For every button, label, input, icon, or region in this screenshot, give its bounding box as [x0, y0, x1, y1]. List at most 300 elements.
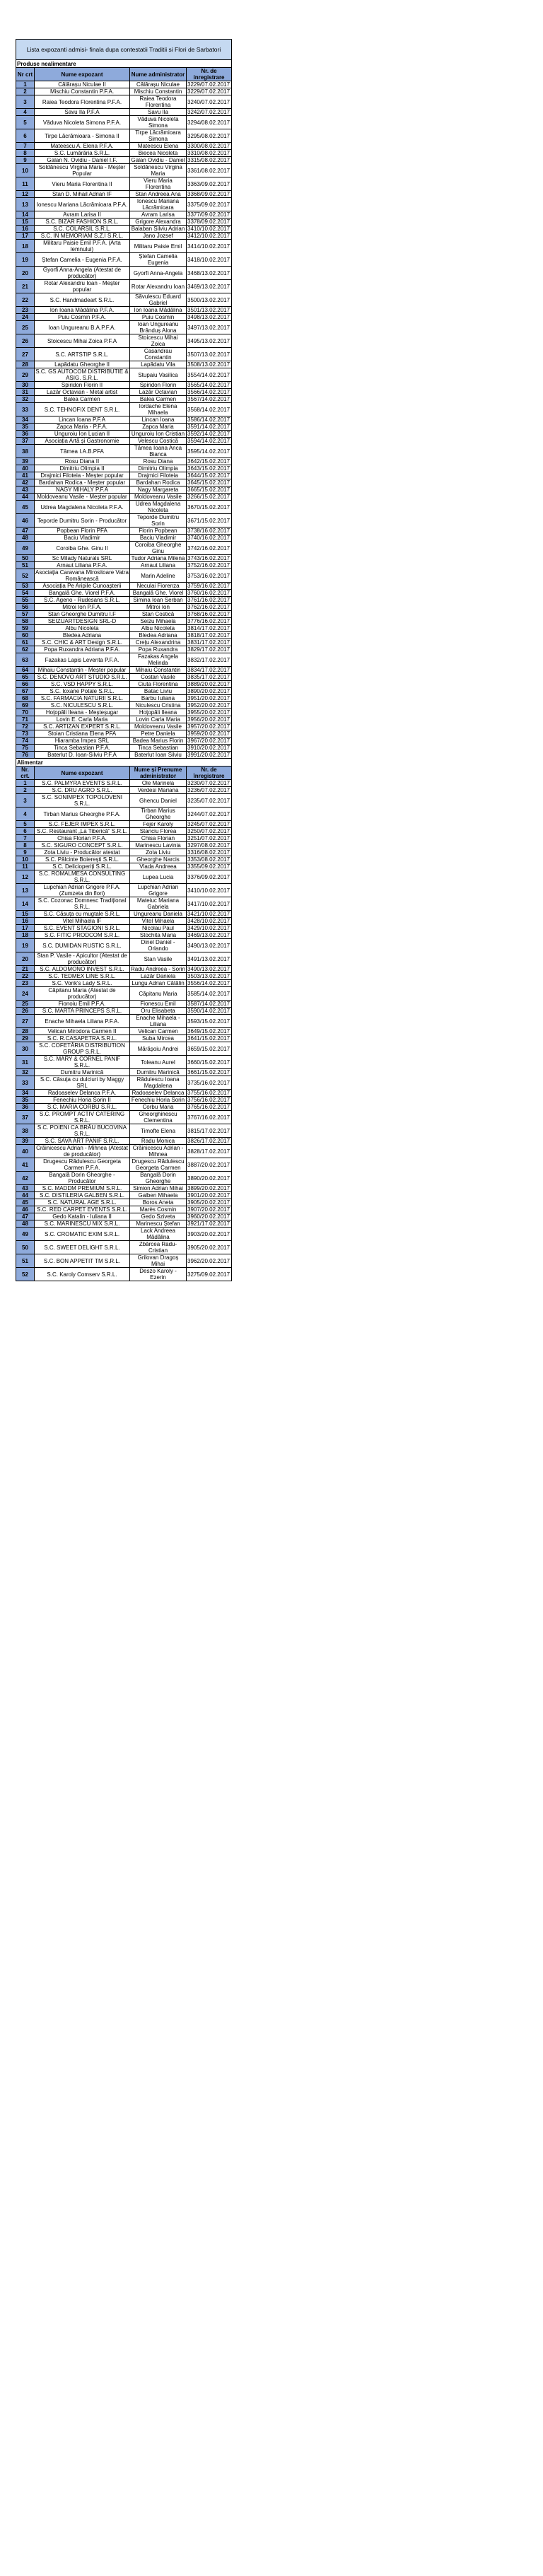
- row-number: 35: [16, 424, 35, 431]
- table-row: [16, 911, 232, 918]
- row-number: 41: [16, 472, 35, 479]
- administrator-name: Dimitriu Olimpia: [130, 465, 187, 472]
- administrator-name: Mateiuc Mariana Gabriela: [130, 897, 187, 911]
- table-row: [16, 150, 232, 157]
- exhibitor-name: Fazakas Lapis Leventa P.F.A.: [35, 653, 130, 667]
- administrator-name: Unguroiu Ion Cristian: [130, 431, 187, 438]
- administrator-name: Văduva Nicoleta Simona: [130, 116, 187, 129]
- exhibitor-name: Ion Ioana Mădălina P.F.A.: [35, 307, 130, 314]
- table-row: [16, 1213, 232, 1220]
- exhibitor-name: Teporde Dumitru Sorin - Producător: [35, 514, 130, 528]
- exhibitor-name: S.C. COFETĂRIA DISTRIBUTION GROUP S.R.L.: [35, 1042, 130, 1056]
- row-number: 31: [16, 389, 35, 396]
- exhibitor-name: S.C. CHIC & ART Design S.R.L.: [35, 639, 130, 646]
- administrator-name: Puiu Cosmin: [130, 314, 187, 321]
- row-number: 29: [16, 1035, 35, 1042]
- registration-number: 3297/08.02.2017: [187, 842, 232, 849]
- table-row: [16, 583, 232, 590]
- exhibitor-name: Bangală Dorin Gheorghe - Producător: [35, 1172, 130, 1185]
- administrator-name: Moldoveanu Vasile: [130, 494, 187, 501]
- table-row: [16, 618, 232, 625]
- table-row: [16, 1076, 232, 1090]
- table-row: [16, 674, 232, 681]
- row-number: 14: [16, 211, 35, 218]
- administrator-name: Gheorghinescu Clementina: [130, 1111, 187, 1124]
- administrator-name: Stan Andreea Ana: [130, 191, 187, 198]
- row-number: 51: [16, 562, 35, 569]
- exhibitor-name: Lupchian Adrian Grigore P.F.A. (Zumzeta din flori): [35, 884, 130, 897]
- registration-number: 3410/10.02.2017: [187, 884, 232, 897]
- row-number: 27: [16, 1015, 35, 1028]
- row-number: 15: [16, 911, 35, 918]
- header-exhibitor: Nume expozant: [35, 767, 130, 780]
- administrator-name: Grigore Alexandra: [130, 218, 187, 226]
- table-row: [16, 542, 232, 555]
- header-registration: Nr. de inregistrare: [187, 68, 232, 81]
- row-number: 39: [16, 458, 35, 465]
- administrator-name: Săvulescu Eduard Gabriel: [130, 293, 187, 307]
- table-row: [16, 730, 232, 738]
- exhibitor-name: Stan P. Vasile - Apicultor (Atestat de producător): [35, 952, 130, 966]
- row-number: 34: [16, 1090, 35, 1097]
- registration-number: 3835/17.02.2017: [187, 674, 232, 681]
- row-number: 10: [16, 164, 35, 177]
- registration-number: 3991/20.02.2017: [187, 752, 232, 759]
- administrator-name: Iordache Elena Mihaela: [130, 403, 187, 416]
- exhibitor-name: Tămea I.A.B.PFA: [35, 445, 130, 458]
- administrator-name: Tămea Ioana Anca Bianca: [130, 445, 187, 458]
- table-row: [16, 925, 232, 932]
- registration-number: 3363/09.02.2017: [187, 177, 232, 191]
- administrator-name: Moldoveanu Vasile: [130, 723, 187, 730]
- header-administrator: Nume și Prenume administrator: [130, 767, 187, 780]
- table-row: [16, 164, 232, 177]
- administrator-name: Radu Monica: [130, 1138, 187, 1145]
- exhibitor-name: Lapădatu Gheorghe II: [35, 361, 130, 368]
- row-number: 2: [16, 88, 35, 95]
- table-row: [16, 842, 232, 849]
- exhibitor-name: Hoțopăli Ileana - Meșteșugar: [35, 709, 130, 716]
- registration-number: 3491/13.02.2017: [187, 952, 232, 966]
- administrator-name: Stoicescu Mihai Zoica: [130, 334, 187, 348]
- exhibitor-name: S.C. FARMACIA NATURII S.R.L.: [35, 695, 130, 702]
- exhibitor-name: Ionescu Mariana Lăcrămioara P.F.A.: [35, 198, 130, 211]
- row-number: 5: [16, 116, 35, 129]
- table-row: [16, 157, 232, 164]
- exhibitors-table: [16, 39, 232, 1281]
- exhibitor-name: S.C. Lumărăria S.R.L.: [35, 150, 130, 157]
- table-row: [16, 81, 232, 88]
- administrator-name: Jano Jozsef: [130, 233, 187, 240]
- table-row: [16, 334, 232, 348]
- administrator-name: Mărășoiu Andrei: [130, 1042, 187, 1056]
- exhibitor-name: Tirpe Lăcrămioara - Simona II: [35, 129, 130, 143]
- table-row: [16, 431, 232, 438]
- row-number: 50: [16, 555, 35, 562]
- administrator-name: Vlada Andreea: [130, 863, 187, 870]
- registration-number: 3644/15.02.2017: [187, 472, 232, 479]
- administrator-name: Casandrau Constantin: [130, 348, 187, 361]
- exhibitor-name: S.C. BON APPETIT TM S.R.L.: [35, 1254, 130, 1268]
- registration-number: 3832/17.02.2017: [187, 653, 232, 667]
- row-number: 59: [16, 625, 35, 632]
- exhibitor-name: Asociația Pe Aripile Cunoașterii: [35, 583, 130, 590]
- table-row: [16, 918, 232, 925]
- exhibitor-name: Arnaut Liliana P.F.A.: [35, 562, 130, 569]
- registration-number: 3834/17.02.2017: [187, 667, 232, 674]
- administrator-name: Rotar Alexandru Ioan: [130, 280, 187, 293]
- exhibitor-name: Lovin E. Carla Maria: [35, 716, 130, 723]
- row-number: 6: [16, 828, 35, 835]
- registration-number: 3671/15.02.2017: [187, 514, 232, 528]
- administrator-name: Badea Marius Florin: [130, 738, 187, 745]
- registration-number: 3890/20.02.2017: [187, 688, 232, 695]
- row-number: 48: [16, 1220, 35, 1228]
- administrator-name: Fionescu Emil: [130, 1001, 187, 1008]
- header-registration: Nr. de înregistrare: [187, 767, 232, 780]
- administrator-name: Rădulescu Ioana Magdalena: [130, 1076, 187, 1090]
- administrator-name: Galben Mihaela: [130, 1192, 187, 1199]
- exhibitor-name: Călărașu Niculae II: [35, 81, 130, 88]
- exhibitor-name: Asociația Caravana Mirositoare Vatra Românească: [35, 569, 129, 582]
- administrator-name: Gedo Sziveta: [130, 1213, 187, 1220]
- registration-number: 3315/08.02.2017: [187, 157, 232, 164]
- table-row: [16, 501, 232, 514]
- administrator-name: Bangală Dorin Gheorghe: [130, 1172, 187, 1185]
- row-number: 74: [16, 738, 35, 745]
- registration-number: 3585/14.02.2017: [187, 987, 232, 1001]
- administrator-name: Balaban Silviu Adrian: [130, 226, 187, 233]
- exhibitor-name: Ștefan Camelia - Eugenia P.F.A.: [35, 253, 130, 267]
- row-number: 28: [16, 1028, 35, 1035]
- administrator-name: Călărașu Niculae: [130, 81, 187, 88]
- table-row: [16, 835, 232, 842]
- exhibitor-name: S.C. Karoly Comserv S.R.L.: [35, 1268, 130, 1281]
- row-number: 68: [16, 695, 35, 702]
- administrator-name: Radu Andreea - Sorin: [131, 966, 185, 972]
- table-row: [16, 856, 232, 863]
- registration-number: 3901/20.02.2017: [187, 1192, 232, 1199]
- table-row: [16, 794, 232, 808]
- exhibitor-name: S.C. COLARSIL S.R.L.: [35, 226, 130, 233]
- exhibitor-name: S.C. Cozonac Domnesc Tradițional S.R.L.: [35, 897, 130, 911]
- table-row: [16, 198, 232, 211]
- table-row: [16, 396, 232, 403]
- table-row: [16, 1042, 232, 1056]
- row-number: 39: [16, 1138, 35, 1145]
- table-row: [16, 849, 232, 856]
- exhibitor-name: Lazăr Octavian - Metal artist: [35, 389, 130, 396]
- row-number: 9: [16, 849, 35, 856]
- administrator-name: Tirpe Lăcrămioara Simona: [130, 129, 187, 143]
- row-number: 21: [16, 280, 35, 293]
- row-number: 2: [16, 787, 35, 794]
- registration-number: 3244/07.02.2017: [187, 808, 232, 821]
- administrator-name: Simina Ioan Serban: [130, 597, 187, 604]
- exhibitor-name: Stan Gheorghe Dumitru I.F: [35, 611, 130, 618]
- exhibitor-name: Velican Mirodora Carmen II: [35, 1028, 130, 1035]
- exhibitor-name: Bardahan Rodica - Meșter popular: [35, 479, 130, 486]
- exhibitor-name: S.C. Ioxane Potale S.R.L.: [35, 688, 130, 695]
- administrator-name: Boros Aneta: [130, 1199, 187, 1206]
- registration-number: 3661/15.02.2017: [187, 1069, 232, 1076]
- row-number: 10: [16, 856, 35, 863]
- exhibitor-name: Mischiu Constantin P.F.A.: [35, 88, 130, 95]
- row-number: 23: [16, 307, 35, 314]
- administrator-name: Fazakas Angela Melinda: [130, 653, 187, 667]
- table-row: [16, 639, 232, 646]
- administrator-name: Marinescu Ștefan: [130, 1220, 187, 1228]
- administrator-name: Militaru Paisie Emil: [130, 240, 187, 253]
- header-nr: Nr. crt.: [16, 767, 35, 780]
- registration-number: 3768/16.02.2017: [187, 611, 232, 618]
- exhibitor-name: Radoaselev Delanca P.F.A.: [35, 1090, 130, 1097]
- registration-number: 3469/13.02.2017: [187, 280, 232, 293]
- registration-number: 3955/20.02.2017: [187, 709, 232, 716]
- registration-number: 3490/13.02.2017: [187, 966, 232, 973]
- table-row: [16, 129, 232, 143]
- row-number: 23: [16, 980, 35, 987]
- registration-number: 3554/14.02.2017: [187, 368, 232, 382]
- exhibitor-name: Dumitru Marinică: [35, 1069, 130, 1076]
- exhibitor-name: S.C. R.CASAPETRA S.R.L.: [35, 1035, 130, 1042]
- row-number: 43: [16, 486, 35, 494]
- exhibitor-name: S.C. VSD HAPPY S.R.L.: [35, 681, 130, 688]
- administrator-name: Mischiu Constantin: [130, 88, 187, 95]
- exhibitor-name: Tinca Sebastian P.F.A.: [35, 745, 130, 752]
- exhibitor-name: S.C. RED CARPET EVENTS S.R.L.: [35, 1206, 130, 1213]
- row-number: 25: [16, 321, 35, 334]
- registration-number: 3762/16.02.2017: [187, 604, 232, 611]
- exhibitor-name: S.C. ARTSTIP S.R.L.: [35, 348, 130, 361]
- registration-number: 3743/16.02.2017: [187, 555, 232, 562]
- exhibitor-name: S.C. MARTA PRINCEPS S.R.L.: [35, 1008, 130, 1015]
- registration-number: 3250/07.02.2017: [187, 828, 232, 835]
- row-number: 44: [16, 1192, 35, 1199]
- registration-number: 3959/20.02.2017: [187, 730, 232, 738]
- administrator-name: Stanciu Florea: [130, 828, 187, 835]
- row-number: 56: [16, 604, 35, 611]
- administrator-name: Fejer Karoly: [130, 821, 187, 828]
- registration-number: 3410/10.02.2017: [187, 226, 232, 233]
- administrator-name: Radoaselev Delanca: [130, 1090, 187, 1097]
- registration-number: 3245/07.02.2017: [187, 821, 232, 828]
- registration-number: 3266/15.02.2017: [187, 494, 232, 501]
- exhibitor-name: Udrea Magdalena Nicoleta P.F.A.: [35, 501, 130, 514]
- row-number: 43: [16, 1185, 35, 1192]
- exhibitor-name: Crăinicescu Adrian - Mihnea (Atestat de producător): [35, 1145, 130, 1158]
- registration-number: 3828/17.02.2017: [187, 1145, 232, 1158]
- exhibitor-name: Sc Milady Naturals SRL: [35, 555, 130, 562]
- table-row: [16, 1097, 232, 1104]
- registration-number: 3242/07.02.2017: [187, 109, 232, 116]
- table-row: [16, 681, 232, 688]
- table-row: [16, 348, 232, 361]
- exhibitor-name: Spiridon Florin II: [35, 382, 130, 389]
- registration-number: 3899/20.02.2017: [187, 1185, 232, 1192]
- administrator-name: Zbârcea Radu-Cristian: [130, 1241, 187, 1254]
- exhibitor-name: S.C. SAVA ART PANIF S.R.L.: [35, 1138, 130, 1145]
- exhibitor-name: S.C. IN MEMORIAM S.Z.I S.R.L.: [35, 233, 130, 240]
- exhibitor-name: S.C. Căsuța cu dulciuri by Maggy SRL: [35, 1076, 130, 1090]
- table-row: [16, 980, 232, 987]
- registration-number: 3230/07.02.2017: [187, 780, 232, 787]
- administrator-name: Zapca Maria: [130, 424, 187, 431]
- table-row: [16, 494, 232, 501]
- registration-number: 3642/15.02.2017: [187, 458, 232, 465]
- administrator-name: Dinel Daniel - Orlando: [130, 939, 187, 952]
- registration-number: 3236/07.02.2017: [187, 787, 232, 794]
- table-row: [16, 307, 232, 314]
- registration-number: 3641/15.02.2017: [187, 1035, 232, 1042]
- table-row: [16, 1015, 232, 1028]
- registration-number: 3765/16.02.2017: [187, 1104, 232, 1111]
- row-number: 66: [16, 681, 35, 688]
- administrator-name: Tinca Sebastian: [130, 745, 187, 752]
- administrator-name: Arnaut Liliana: [130, 562, 187, 569]
- exhibitor-name: Moldoveanu Vasile - Meșter popular: [35, 494, 130, 501]
- administrator-name: Chisa Florian: [130, 835, 187, 842]
- administrator-name: Lupchian Adrian Grigore: [130, 884, 187, 897]
- registration-number: 3814/17.02.2017: [187, 625, 232, 632]
- registration-number: 3742/16.02.2017: [187, 542, 232, 555]
- administrator-name: Drugescu Rădulescu Georgeta Carmen: [130, 1158, 187, 1172]
- row-number: 18: [16, 932, 35, 939]
- row-number: 45: [16, 1199, 35, 1206]
- row-number: 49: [16, 1228, 35, 1241]
- registration-number: 3957/20.02.2017: [187, 723, 232, 730]
- table-row: [16, 611, 232, 618]
- table-row: [16, 445, 232, 458]
- table-row: [16, 267, 232, 280]
- administrator-name: Ghencu Daniel: [130, 794, 187, 808]
- administrator-name: Udrea Magdalena Nicoleta: [130, 501, 187, 514]
- row-number: 61: [16, 639, 35, 646]
- row-number: 33: [16, 1076, 35, 1090]
- exhibitor-name: S.C. DUMIDAN RUSTIC S.R.L.: [35, 939, 130, 952]
- registration-number: 3815/17.02.2017: [187, 1124, 232, 1138]
- registration-number: 3508/13.02.2017: [187, 361, 232, 368]
- registration-number: 3353/08.02.2017: [187, 856, 232, 863]
- table-row: [16, 458, 232, 465]
- exhibitor-name: Militaru Paisie Emil P.F.A. (Arta lemnului): [35, 240, 130, 253]
- registration-number: 3905/20.02.2017: [187, 1199, 232, 1206]
- exhibitor-name: S.C. Vonk's Lady S.R.L.: [35, 980, 130, 987]
- table-row: [16, 253, 232, 267]
- table-row: [16, 88, 232, 95]
- table-row: [16, 1145, 232, 1158]
- table-row: [16, 787, 232, 794]
- table-row: [16, 1158, 232, 1172]
- table-row: [16, 361, 232, 368]
- table-row: [16, 667, 232, 674]
- row-number: 46: [16, 514, 35, 528]
- administrator-name: Lungu Adrian Cătălin: [130, 980, 187, 987]
- registration-number: 3300/08.02.2017: [187, 143, 232, 150]
- administrator-name: Balea Carmen: [130, 396, 187, 403]
- header-row-nonfood: [16, 68, 232, 81]
- table-row: [16, 514, 232, 528]
- row-number: 20: [16, 952, 35, 966]
- exhibitor-name: Chisa Florian P.F.A.: [35, 835, 130, 842]
- registration-number: 3831/17.02.2017: [187, 639, 232, 646]
- table-row: [16, 479, 232, 486]
- registration-number: 3595/14.02.2017: [187, 445, 232, 458]
- table-row: [16, 1206, 232, 1213]
- exhibitor-name: Popa Ruxandra Adriana P.F.A.: [35, 646, 130, 653]
- registration-number: 3735/16.02.2017: [187, 1076, 232, 1090]
- row-number: 73: [16, 730, 35, 738]
- table-row: [16, 709, 232, 716]
- administrator-name: Timofte Elena: [130, 1124, 187, 1138]
- row-number: 12: [16, 870, 35, 884]
- exhibitor-name: Asociația Artă și Gastronomie: [35, 438, 130, 445]
- administrator-name: Petre Daniela: [130, 730, 187, 738]
- exhibitor-name: Ioan Ungureanu B.A.P.F.A.: [35, 321, 130, 334]
- table-row: [16, 226, 232, 233]
- row-number: 18: [16, 240, 35, 253]
- row-number: 17: [16, 233, 35, 240]
- table-row: [16, 870, 232, 884]
- table-row: [16, 987, 232, 1001]
- exhibitor-name: S.C. Căsuța cu mugtale S.R.L.: [35, 911, 130, 918]
- registration-number: 3759/16.02.2017: [187, 583, 232, 590]
- registration-number: 3593/15.02.2017: [187, 1015, 232, 1028]
- row-number: 52: [16, 569, 35, 583]
- exhibitor-name: S.C. Handmadeart S.R.L.: [35, 293, 130, 307]
- table-row: [16, 1172, 232, 1185]
- row-number: 11: [16, 863, 35, 870]
- row-number: 37: [16, 438, 35, 445]
- row-number: 26: [16, 1008, 35, 1015]
- table-row: [16, 1124, 232, 1138]
- row-number: 8: [16, 842, 35, 849]
- table-row: [16, 1111, 232, 1124]
- row-number: 48: [16, 535, 35, 542]
- row-number: 50: [16, 1241, 35, 1254]
- administrator-name: Mihaiu Constantin: [130, 667, 187, 674]
- exhibitor-name: Mateescu A. Elena P.F.A.: [35, 143, 130, 150]
- registration-number: 3776/16.02.2017: [187, 618, 232, 625]
- administrator-name: Stupaiu Vasilica: [130, 368, 187, 382]
- administrator-name: Deszo Karoly - Ezerin: [130, 1268, 187, 1281]
- administrator-name: Gyorfi Anna-Angela: [130, 267, 187, 280]
- administrator-name: Teporde Dumitru Sorin: [130, 514, 187, 528]
- table-row: [16, 293, 232, 307]
- row-number: 33: [16, 403, 35, 416]
- exhibitor-name: S.C. MADDM PREMIUM S.R.L.: [35, 1185, 130, 1192]
- administrator-name: Galan Ovidiu - Daniel: [131, 157, 185, 163]
- table-row: [16, 973, 232, 980]
- table-row: [16, 1241, 232, 1254]
- registration-number: 3962/20.02.2017: [187, 1254, 232, 1268]
- registration-number: 3412/10.02.2017: [187, 233, 232, 240]
- row-number: 46: [16, 1206, 35, 1213]
- table-row: [16, 465, 232, 472]
- table-row: [16, 314, 232, 321]
- row-number: 1: [16, 780, 35, 787]
- row-number: 7: [16, 143, 35, 150]
- exhibitor-name: Mitroi Ion P.F.A.: [35, 604, 130, 611]
- exhibitor-name: NAGY MIHALY P.F.A: [35, 486, 130, 494]
- administrator-name: Spiridon Florin: [130, 382, 187, 389]
- row-number: 32: [16, 396, 35, 403]
- exhibitor-name: S.C. ROMALMESA CONSULTING S.R.L.: [35, 870, 130, 884]
- exhibitor-name: Avram Larisa II: [35, 211, 130, 218]
- section-label-nonfood: Produse nealimentare: [16, 60, 232, 68]
- administrator-name: Lincan Ioana: [130, 416, 187, 424]
- row-number: 35: [16, 1097, 35, 1104]
